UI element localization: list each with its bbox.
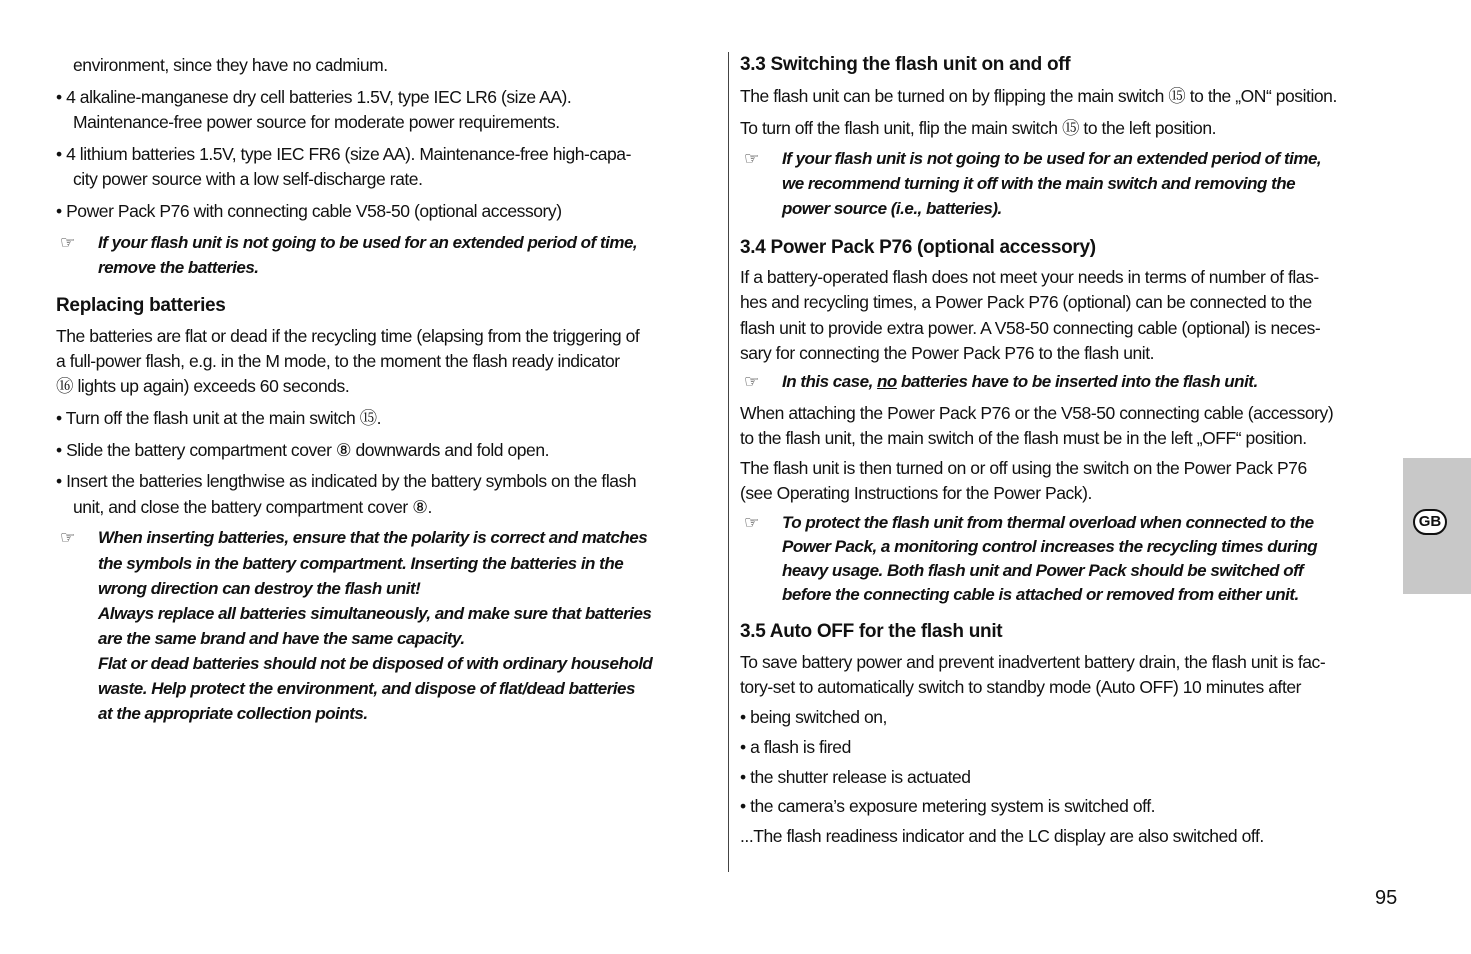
- note-remove-batteries-cont: remove the batteries.: [98, 258, 259, 277]
- bullet-alkaline: • 4 alkaline-manganese dry cell batteries 1.5V, type IEC LR6 (size AA).: [56, 87, 572, 107]
- s35-bullet: • the shutter release is actuated: [740, 767, 971, 787]
- pointing-hand-icon: ☞: [60, 528, 76, 547]
- s34-paragraph-line: flash unit to provide extra power. A V58-50 connecting cable (optional) is neces-: [740, 318, 1321, 338]
- note-polarity-line: Always replace all batteries simultaneously, and make sure that batteries: [98, 604, 652, 623]
- note-underlined-word: no: [877, 372, 897, 391]
- replacing-paragraph-line: ⑯ lights up again) exceeds 60 seconds.: [56, 376, 350, 396]
- replacing-paragraph-line: The batteries are flat or dead if the recycling time (elapsing from the triggering of: [56, 326, 640, 346]
- column-divider: [728, 52, 729, 872]
- note-text: In this case,: [782, 372, 878, 391]
- step-slide-cover: • Slide the battery compartment cover ⑧ downwards and fold open.: [56, 440, 550, 460]
- language-tab: [1403, 458, 1471, 594]
- bullet-powerpack: • Power Pack P76 with connecting cable V58-50 (optional accessory): [56, 201, 562, 221]
- s34-paragraph-line: hes and recycling times, a Power Pack P76 (optional) can be connected to the: [740, 292, 1312, 312]
- s35-paragraph-line: tory-set to automatically switch to standby mode (Auto OFF) 10 minutes after: [740, 677, 1302, 697]
- s34-note-line: Power Pack, a monitoring control increases the recycling times during: [782, 537, 1318, 556]
- note-remove-batteries: If your flash unit is not going to be used for an extended period of time,: [98, 233, 638, 252]
- page-number: 95: [1375, 887, 1398, 909]
- s33-note-line: If your flash unit is not going to be used for an extended period of time,: [782, 149, 1322, 168]
- s33-paragraph: To turn off the flash unit, flip the main switch ⑮ to the left position.: [740, 118, 1217, 138]
- note-polarity-line: Flat or dead batteries should not be disposed of with ordinary household: [98, 654, 653, 673]
- pointing-hand-icon: ☞: [744, 513, 760, 532]
- s34-paragraph-line: sary for connecting the Power Pack P76 to the flash unit.: [740, 343, 1155, 363]
- section-3-5-heading: 3.5 Auto OFF for the flash unit: [740, 621, 1003, 642]
- s34-attach-line: When attaching the Power Pack P76 or the V58-50 connecting cable (accessory): [740, 403, 1334, 423]
- s35-paragraph-line: To save battery power and prevent inadvertent battery drain, the flash unit is fac-: [740, 652, 1326, 672]
- step-insert: • Insert the batteries lengthwise as indicated by the battery symbols on the flash: [56, 471, 637, 491]
- pointing-hand-icon: ☞: [744, 149, 760, 168]
- bullet-lithium: • 4 lithium batteries 1.5V, type IEC FR6 (size AA). Maintenance-free high-capa-: [56, 144, 631, 164]
- pointing-hand-icon: ☞: [744, 372, 760, 391]
- bullet-lithium-cont: city power source with a low self-discharge rate.: [73, 169, 423, 189]
- s35-bullet: • a flash is fired: [740, 737, 851, 757]
- language-badge: GB: [1413, 509, 1447, 535]
- note-polarity-line: at the appropriate collection points.: [98, 704, 368, 723]
- step-insert-cont: unit, and close the battery compartment cover ⑧.: [73, 497, 432, 517]
- s34-switch-line: (see Operating Instructions for the Power Pack).: [740, 483, 1092, 503]
- s33-note-line: we recommend turning it off with the main switch and removing the: [782, 174, 1296, 193]
- step-turn-off: • Turn off the flash unit at the main switch ⑮.: [56, 408, 382, 428]
- replacing-batteries-heading: Replacing batteries: [56, 295, 226, 316]
- s33-paragraph: The flash unit can be turned on by flipping the main switch ⑮ to the „ON“ position.: [740, 86, 1337, 106]
- note-polarity-line: are the same brand and have the same capacity.: [98, 629, 465, 648]
- replacing-paragraph-line: a full-power flash, e.g. in the M mode, to the moment the flash ready indicator: [56, 351, 620, 371]
- s34-note-line: To protect the flash unit from thermal overload when connected to the: [782, 513, 1314, 532]
- pointing-hand-icon: ☞: [60, 233, 76, 252]
- section-3-3-heading: 3.3 Switching the flash unit on and off: [740, 54, 1071, 75]
- note-polarity-line: waste. Help protect the environment, and dispose of flat/dead batteries: [98, 679, 635, 698]
- s34-attach-line: to the flash unit, the main switch of the flash must be in the left „OFF“ position.: [740, 428, 1307, 448]
- s35-closing-line: ...The flash readiness indicator and the LC display are also switched off.: [740, 826, 1264, 846]
- s34-paragraph-line: If a battery-operated flash does not meet your needs in terms of number of flas-: [740, 267, 1319, 287]
- section-3-4-heading: 3.4 Power Pack P76 (optional accessory): [740, 237, 1096, 258]
- s35-bullet: • being switched on,: [740, 707, 887, 727]
- s34-note-no-batteries: [782, 371, 1258, 393]
- s34-note-line: before the connecting cable is attached or removed from either unit.: [782, 585, 1299, 604]
- note-polarity-line: wrong direction can destroy the flash unit!: [98, 579, 421, 598]
- bullet-alkaline-cont: Maintenance-free power source for moderate power requirements.: [73, 112, 560, 132]
- note-polarity-line: When inserting batteries, ensure that the polarity is correct and matches: [98, 528, 648, 547]
- intro-line: environment, since they have no cadmium.: [73, 55, 388, 75]
- s35-bullet: • the camera’s exposure metering system is switched off.: [740, 796, 1156, 816]
- s34-switch-line: The flash unit is then turned on or off using the switch on the Power Pack P76: [740, 458, 1307, 478]
- s33-note-line: power source (i.e., batteries).: [782, 199, 1002, 218]
- s34-note-line: heavy usage. Both flash unit and Power Pack should be switched off: [782, 561, 1304, 580]
- note-text: batteries have to be inserted into the flash unit.: [896, 372, 1258, 391]
- note-polarity-line: the symbols in the battery compartment. Inserting the batteries in the: [98, 554, 624, 573]
